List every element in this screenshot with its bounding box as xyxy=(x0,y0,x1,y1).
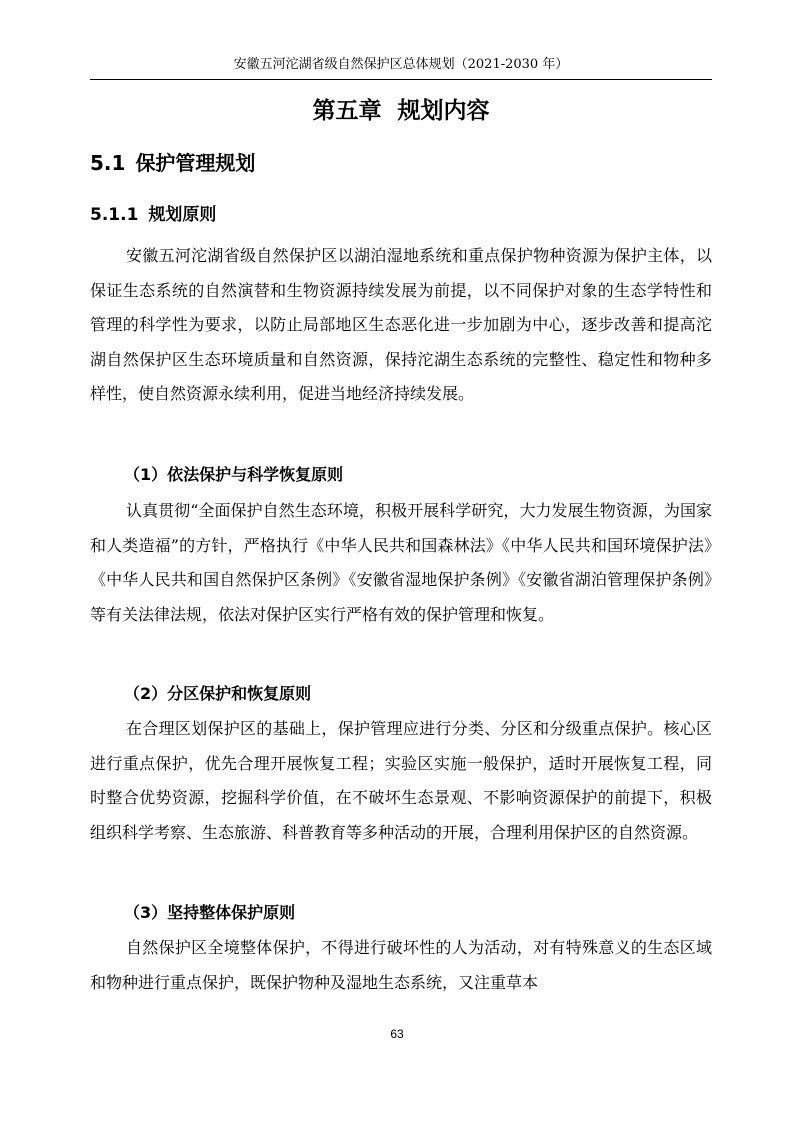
running-header: 安徽五河沱湖省级自然保护区总体规划（2021-2030 年） xyxy=(233,57,569,72)
principle-3-text: 自然保护区全境整体保护，不得进行破坏性的人为活动，对有特殊意义的生态区域和物种进行重点保护，既保护物种及湿地生态系统，又注重草本 xyxy=(90,938,712,992)
chapter-number: 第五章 xyxy=(312,98,382,124)
subsection-title: 规划原则 xyxy=(148,205,217,225)
section-heading xyxy=(90,148,255,178)
principle-3-heading: （3）坚持整体保护原则 xyxy=(124,903,296,922)
header-rule xyxy=(90,79,712,80)
principle-1-text: 认真贯彻“全面保护自然生态环境，积极开展科学研究，大力发展生物资源，为国家和人类造福”的方针，严格执行《中华人民共和国森林法》《中华人民共和国环境保护法》《中华人民共和国自然保护区条例》《安徽省湿地保护条例》《安徽省湖泊管理保护条例》等有关法律法规，依法对保护区实行严格有效的保护管理和恢复。 xyxy=(90,501,712,624)
section-number: 5.1 xyxy=(90,151,126,175)
principle-2-text: 在合理区划保护区的基础上，保护管理应进行分类、分区和分级重点保护。核心区进行重点保护，优先合理开展恢复工程；实验区实施一般保护，适时开展恢复工程，同时整合优势资源，挖掘科学价值，在不破坏生态景观、不影响资源保护的前提下，积极组织科学考察、生态旅游、科普教育等多种活动的开展，合理利用保护区的自然资源。 xyxy=(90,719,712,842)
subsection-number: 5.1.1 xyxy=(90,205,139,225)
intro-paragraph: 安徽五河沱湖省级自然保护区以湖泊湿地系统和重点保护物种资源为保护主体，以保证生态系统的自然演替和生物资源持续发展为前提，以不同保护对象的生态学特性和管理的科学性为要求，以防止局部地区生态恶化进一步加剧为中心，逐步改善和提高沱湖自然保护区生态环境质量和自然资源，保持沱湖生态系统的完整性、稳定性和物种多样性，使自然资源永续利用，促进当地经济持续发展。 xyxy=(90,246,712,403)
page-number: 63 xyxy=(390,1027,404,1041)
subsection-heading xyxy=(90,201,216,229)
principle-1-heading: （1）依法保护与科学恢复原则 xyxy=(124,465,344,484)
principle-2-heading: （2）分区保护和恢复原则 xyxy=(124,684,312,703)
chapter-title xyxy=(90,94,712,128)
chapter-name: 规划内容 xyxy=(397,98,490,124)
section-title: 保护管理规划 xyxy=(135,151,256,175)
